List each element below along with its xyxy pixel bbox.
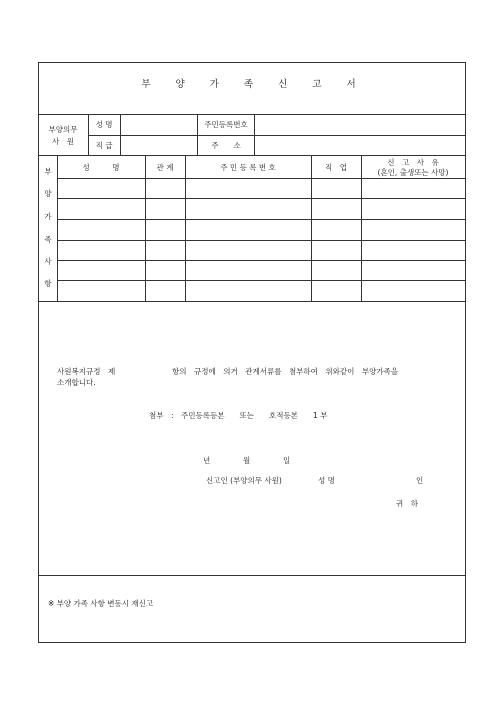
- employee-right-label-divider: [254, 114, 255, 155]
- dependents-side-char-2: 양: [44, 189, 52, 198]
- dependents-side-char-4: 족: [44, 235, 52, 244]
- dependents-row-line-1: [57, 198, 466, 199]
- header-reason-line1: 신 고 사 유: [387, 158, 439, 167]
- col-divider-job: [361, 155, 362, 301]
- header-resident-no: 주 민 등 록 번 호: [220, 163, 276, 172]
- header-reason-line2: (혼인, 출생또는 사망): [377, 168, 449, 177]
- title-divider: [38, 114, 466, 115]
- dependents-header-bottom: [57, 178, 466, 179]
- statement-regulation-prefix: 사원복지규정 제: [57, 367, 116, 376]
- header-job: 직 업: [325, 163, 347, 172]
- statement-section-bottom: [38, 575, 466, 576]
- employee-address-label: 주 소: [211, 141, 241, 150]
- employee-mid-divider: [197, 114, 198, 155]
- dependents-section-bottom: [38, 301, 466, 302]
- addressee: 귀 하: [396, 499, 418, 508]
- attachment-note: 첨부 : 주민등록등본 또는 호적등본 1 부: [149, 411, 328, 420]
- dependents-row-line-3: [57, 240, 466, 241]
- col-divider-relation: [185, 155, 186, 301]
- dependents-side-char-3: 가: [44, 212, 52, 221]
- dependents-side-char-6: 항: [44, 279, 52, 288]
- date-day-label: 일: [283, 456, 291, 465]
- dependents-row-line-5: [57, 280, 466, 281]
- reporter-label: 신고인 (부양의무 사원): [206, 476, 282, 485]
- employee-label-divider: [88, 114, 89, 155]
- dependents-side-char-5: 사: [44, 257, 52, 266]
- dependents-side-divider: [57, 155, 58, 301]
- employee-label-line1: 부양의무: [48, 125, 78, 134]
- date-month-label: 월: [243, 456, 251, 465]
- statement-regulation-text: 항의 규정에 의거 관계서류를 첨부하여 위와같이 부양가족을: [172, 367, 399, 376]
- header-name: 성 명: [82, 163, 120, 172]
- employee-resident-no-label: 주민등록번호: [204, 120, 248, 129]
- footer-note: ※ 부양 가족 사항 변동시 재신고: [48, 599, 154, 608]
- dependents-row-line-4: [57, 260, 466, 261]
- dependents-row-line-2: [57, 219, 466, 220]
- reporter-seal-label: 인: [416, 476, 424, 485]
- form-title: 부 양 가 족 신 고 서: [141, 79, 367, 90]
- reporter-name-label: 성 명: [318, 476, 335, 485]
- employee-name-label-divider: [120, 114, 121, 155]
- employee-section-bottom: [38, 155, 466, 156]
- statement-closing: 소개합니다.: [57, 378, 96, 387]
- employee-name-label: 성 명: [95, 120, 113, 129]
- employee-row-divider: [88, 135, 466, 136]
- date-year-label: 년: [203, 456, 211, 465]
- employee-rank-label: 직 급: [95, 141, 113, 150]
- dependents-side-char-1: 부: [44, 167, 52, 176]
- col-divider-name: [145, 155, 146, 301]
- header-relation: 관 계: [156, 163, 174, 172]
- col-divider-resident: [311, 155, 312, 301]
- employee-label-line2: 사 원: [52, 137, 74, 146]
